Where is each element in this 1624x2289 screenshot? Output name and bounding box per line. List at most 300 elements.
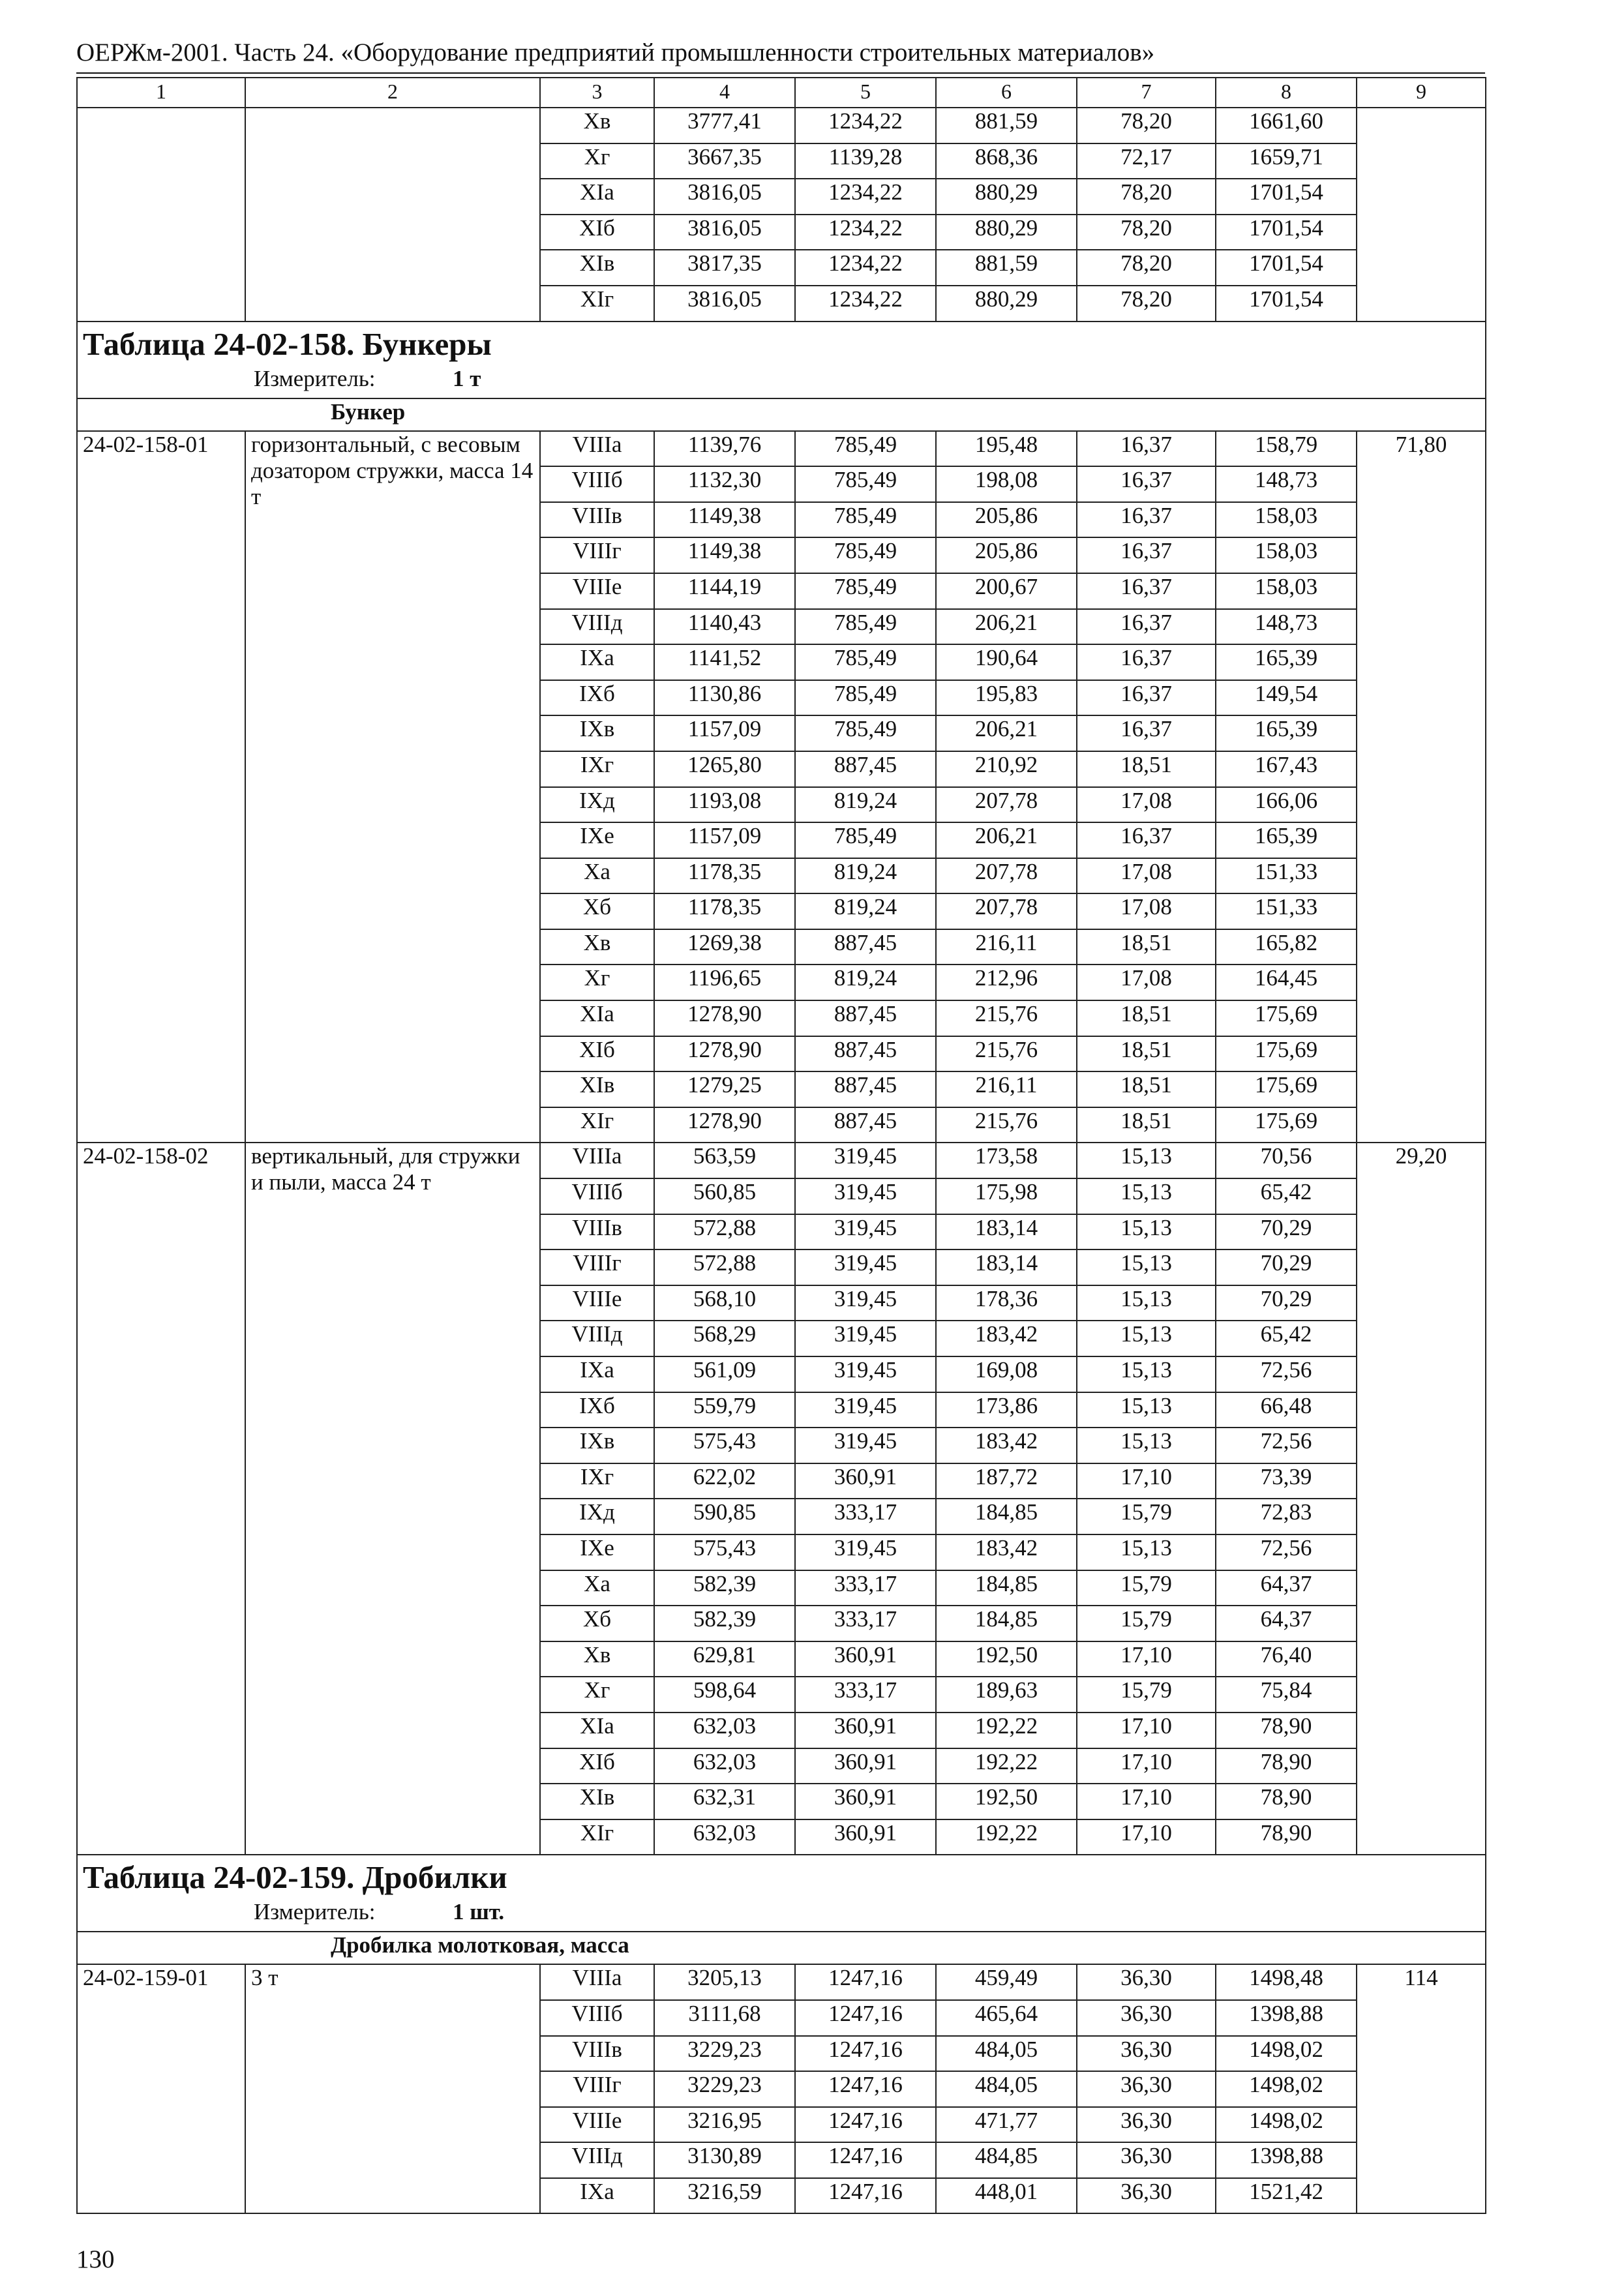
column-4-cell: 582,39: [654, 1570, 795, 1606]
column-7-cell: 17,08: [1077, 858, 1216, 894]
column-4-cell: 561,09: [654, 1356, 795, 1392]
column-5-cell: 1234,22: [795, 286, 936, 322]
column-4-cell: 3816,05: [654, 215, 795, 250]
column-3-cell: Xв: [540, 108, 654, 143]
column-4-cell: 568,29: [654, 1321, 795, 1356]
column-3-cell: VIIIa: [540, 1143, 654, 1178]
column-6-cell: 187,72: [936, 1463, 1077, 1499]
column-8-cell: 72,56: [1216, 1534, 1357, 1570]
column-5-cell: 887,45: [795, 1107, 936, 1143]
column-number-cell: 7: [1077, 78, 1216, 108]
column-5-cell: 1234,22: [795, 108, 936, 143]
table-row: [77, 250, 1486, 286]
page-header: ОЕРЖм-2001. Часть 24. «Оборудование предприятий промышленности строительных материалов»: [76, 38, 1155, 67]
column-3-cell: XIб: [540, 1036, 654, 1072]
column-5-cell: 1247,16: [795, 2071, 936, 2107]
column-5-cell: 1247,16: [795, 2142, 936, 2178]
section-heading: Бункер: [77, 398, 1486, 431]
column-3-cell: XIв: [540, 250, 654, 286]
column-4-cell: 560,85: [654, 1178, 795, 1214]
column-7-cell: 16,37: [1077, 466, 1216, 502]
table-body: [77, 78, 1486, 2213]
column-6-cell: 868,36: [936, 143, 1077, 179]
column-3-cell: IXв: [540, 1428, 654, 1463]
table-title-row: [77, 1855, 1486, 1932]
column-8-cell: 149,54: [1216, 680, 1357, 716]
column-8-cell: 165,39: [1216, 644, 1357, 680]
column-8-cell: 1498,48: [1216, 1964, 1357, 2000]
column-number-row: [77, 78, 1486, 108]
column-6-cell: 200,67: [936, 573, 1077, 609]
unit-line: [83, 1897, 1480, 1927]
column-5-cell: 319,45: [795, 1428, 936, 1463]
column-5-cell: 360,91: [795, 1641, 936, 1677]
column-5-cell: 360,91: [795, 1713, 936, 1748]
column-7-cell: 36,30: [1077, 2178, 1216, 2214]
column-8-cell: 164,45: [1216, 965, 1357, 1000]
column-7-cell: 16,37: [1077, 431, 1216, 467]
column-7-cell: 17,10: [1077, 1713, 1216, 1748]
column-3-cell: VIIIe: [540, 1285, 654, 1321]
column-3-cell: VIIIб: [540, 2000, 654, 2036]
description-cell: [245, 250, 540, 286]
column-3-cell: VIIIг: [540, 2071, 654, 2107]
column-8-cell: 165,82: [1216, 929, 1357, 965]
column-7-cell: 18,51: [1077, 1107, 1216, 1143]
column-4-cell: 1157,09: [654, 715, 795, 751]
column-4-cell: 582,39: [654, 1606, 795, 1641]
column-6-cell: 183,42: [936, 1428, 1077, 1463]
column-6-cell: 207,78: [936, 787, 1077, 823]
column-7-cell: 36,30: [1077, 1964, 1216, 2000]
column-4-cell: 1149,38: [654, 502, 795, 538]
column-4-cell: 3667,35: [654, 143, 795, 179]
unit-value: 1 т: [453, 365, 481, 391]
table-title-row: [77, 322, 1486, 398]
column-5-cell: 333,17: [795, 1499, 936, 1534]
column-7-cell: 17,08: [1077, 965, 1216, 1000]
column-6-cell: 184,85: [936, 1570, 1077, 1606]
description-cell: горизонтальный, с весовым дозатором стружки, масса 14 т: [245, 431, 540, 1143]
column-8-cell: 151,33: [1216, 893, 1357, 929]
column-8-cell: 66,48: [1216, 1392, 1357, 1428]
column-5-cell: 785,49: [795, 466, 936, 502]
code-cell: 24-02-158-02: [77, 1143, 245, 1855]
column-9-cell: 71,80: [1357, 431, 1486, 1143]
column-number-cell: 5: [795, 78, 936, 108]
column-3-cell: IXг: [540, 751, 654, 787]
column-6-cell: 192,22: [936, 1748, 1077, 1784]
section-row: [77, 398, 1486, 431]
column-5-cell: 319,45: [795, 1249, 936, 1285]
column-3-cell: VIIIв: [540, 1214, 654, 1250]
column-3-cell: IXa: [540, 644, 654, 680]
column-3-cell: IXд: [540, 1499, 654, 1534]
column-8-cell: 1498,02: [1216, 2036, 1357, 2072]
column-8-cell: 158,03: [1216, 537, 1357, 573]
code-cell: [77, 108, 245, 143]
column-7-cell: 16,37: [1077, 502, 1216, 538]
column-5-cell: 819,24: [795, 965, 936, 1000]
column-4-cell: 3777,41: [654, 108, 795, 143]
column-3-cell: VIIIд: [540, 609, 654, 645]
column-8-cell: 72,83: [1216, 1499, 1357, 1534]
column-7-cell: 18,51: [1077, 929, 1216, 965]
column-7-cell: 15,79: [1077, 1677, 1216, 1713]
column-7-cell: 78,20: [1077, 179, 1216, 215]
column-number-cell: 1: [77, 78, 245, 108]
column-6-cell: 459,49: [936, 1964, 1077, 2000]
description-cell: [245, 108, 540, 143]
column-3-cell: XIб: [540, 215, 654, 250]
column-9-cell: [1357, 286, 1486, 322]
column-3-cell: Xв: [540, 1641, 654, 1677]
column-8-cell: 1498,02: [1216, 2071, 1357, 2107]
column-6-cell: 195,83: [936, 680, 1077, 716]
column-6-cell: 192,22: [936, 1713, 1077, 1748]
code-cell: [77, 143, 245, 179]
column-6-cell: 206,21: [936, 609, 1077, 645]
column-3-cell: VIIIв: [540, 502, 654, 538]
column-4-cell: 3816,05: [654, 286, 795, 322]
column-5-cell: 819,24: [795, 787, 936, 823]
column-9-cell: [1357, 179, 1486, 215]
column-7-cell: 17,10: [1077, 1748, 1216, 1784]
column-5-cell: 1247,16: [795, 2000, 936, 2036]
column-8-cell: 1398,88: [1216, 2000, 1357, 2036]
column-3-cell: Xб: [540, 1606, 654, 1641]
column-number-cell: 9: [1357, 78, 1486, 108]
column-6-cell: 215,76: [936, 1000, 1077, 1036]
column-4-cell: 1278,90: [654, 1036, 795, 1072]
column-4-cell: 575,43: [654, 1534, 795, 1570]
column-6-cell: 173,86: [936, 1392, 1077, 1428]
column-4-cell: 1269,38: [654, 929, 795, 965]
unit-line: [83, 364, 1480, 394]
column-number-cell: 2: [245, 78, 540, 108]
unit-label: Измеритель:: [254, 365, 376, 391]
column-8-cell: 1701,54: [1216, 286, 1357, 322]
column-6-cell: 216,11: [936, 1071, 1077, 1107]
column-6-cell: 195,48: [936, 431, 1077, 467]
column-5-cell: 785,49: [795, 573, 936, 609]
column-6-cell: 880,29: [936, 179, 1077, 215]
column-4-cell: 1265,80: [654, 751, 795, 787]
column-8-cell: 158,03: [1216, 573, 1357, 609]
column-8-cell: 64,37: [1216, 1570, 1357, 1606]
column-8-cell: 175,69: [1216, 1107, 1357, 1143]
column-4-cell: 1178,35: [654, 893, 795, 929]
column-5-cell: 1247,16: [795, 2036, 936, 2072]
column-5-cell: 887,45: [795, 751, 936, 787]
column-6-cell: 465,64: [936, 2000, 1077, 2036]
column-5-cell: 333,17: [795, 1677, 936, 1713]
column-7-cell: 16,37: [1077, 573, 1216, 609]
column-4-cell: 590,85: [654, 1499, 795, 1534]
column-4-cell: 3216,95: [654, 2107, 795, 2143]
column-8-cell: 70,29: [1216, 1249, 1357, 1285]
column-5-cell: 319,45: [795, 1356, 936, 1392]
column-7-cell: 78,20: [1077, 215, 1216, 250]
column-3-cell: IXг: [540, 1463, 654, 1499]
column-3-cell: Xг: [540, 143, 654, 179]
column-7-cell: 15,13: [1077, 1285, 1216, 1321]
column-5-cell: 785,49: [795, 502, 936, 538]
column-8-cell: 73,39: [1216, 1463, 1357, 1499]
column-9-cell: [1357, 108, 1486, 143]
column-4-cell: 1149,38: [654, 537, 795, 573]
column-6-cell: 169,08: [936, 1356, 1077, 1392]
column-7-cell: 16,37: [1077, 680, 1216, 716]
column-3-cell: VIIIe: [540, 573, 654, 609]
column-6-cell: 192,50: [936, 1641, 1077, 1677]
column-3-cell: XIв: [540, 1784, 654, 1819]
column-5-cell: 1247,16: [795, 2178, 936, 2214]
column-4-cell: 632,31: [654, 1784, 795, 1819]
column-5-cell: 360,91: [795, 1463, 936, 1499]
column-8-cell: 72,56: [1216, 1356, 1357, 1392]
column-7-cell: 15,79: [1077, 1499, 1216, 1534]
column-5-cell: 887,45: [795, 1000, 936, 1036]
column-3-cell: VIIIд: [540, 2142, 654, 2178]
column-5-cell: 1247,16: [795, 2107, 936, 2143]
column-3-cell: Xa: [540, 1570, 654, 1606]
code-cell: [77, 215, 245, 250]
column-3-cell: XIa: [540, 1713, 654, 1748]
column-3-cell: IXв: [540, 715, 654, 751]
column-3-cell: XIг: [540, 286, 654, 322]
column-6-cell: 216,11: [936, 929, 1077, 965]
column-6-cell: 184,85: [936, 1606, 1077, 1641]
column-6-cell: 448,01: [936, 2178, 1077, 2214]
column-8-cell: 166,06: [1216, 787, 1357, 823]
code-cell: 24-02-158-01: [77, 431, 245, 1143]
column-7-cell: 15,13: [1077, 1214, 1216, 1250]
column-4-cell: 575,43: [654, 1428, 795, 1463]
column-6-cell: 192,50: [936, 1784, 1077, 1819]
column-7-cell: 18,51: [1077, 751, 1216, 787]
column-7-cell: 36,30: [1077, 2000, 1216, 2036]
column-9-cell: [1357, 215, 1486, 250]
column-8-cell: 148,73: [1216, 609, 1357, 645]
column-3-cell: XIa: [540, 179, 654, 215]
column-7-cell: 36,30: [1077, 2142, 1216, 2178]
column-4-cell: 1139,76: [654, 431, 795, 467]
column-5-cell: 785,49: [795, 822, 936, 858]
code-cell: [77, 179, 245, 215]
column-6-cell: 484,05: [936, 2036, 1077, 2072]
column-6-cell: 183,42: [936, 1534, 1077, 1570]
column-3-cell: IXe: [540, 1534, 654, 1570]
column-6-cell: 207,78: [936, 893, 1077, 929]
column-6-cell: 184,85: [936, 1499, 1077, 1534]
column-7-cell: 72,17: [1077, 143, 1216, 179]
column-3-cell: VIIIa: [540, 1964, 654, 2000]
column-5-cell: 319,45: [795, 1214, 936, 1250]
column-3-cell: VIIIa: [540, 431, 654, 467]
column-8-cell: 78,90: [1216, 1819, 1357, 1855]
code-cell: 24-02-159-01: [77, 1964, 245, 2213]
column-8-cell: 175,69: [1216, 1000, 1357, 1036]
column-5-cell: 819,24: [795, 858, 936, 894]
unit-value: 1 шт.: [453, 1899, 505, 1925]
column-5-cell: 319,45: [795, 1321, 936, 1356]
column-5-cell: 360,91: [795, 1784, 936, 1819]
table-title: Таблица 24-02-159. Дробилки: [83, 1859, 507, 1896]
column-7-cell: 16,37: [1077, 609, 1216, 645]
column-7-cell: 18,51: [1077, 1071, 1216, 1107]
section-heading: Дробилка молотковая, масса: [77, 1932, 1486, 1964]
column-6-cell: 183,42: [936, 1321, 1077, 1356]
column-8-cell: 1398,88: [1216, 2142, 1357, 2178]
column-8-cell: 158,03: [1216, 502, 1357, 538]
column-4-cell: 1157,09: [654, 822, 795, 858]
column-7-cell: 16,37: [1077, 644, 1216, 680]
column-8-cell: 165,39: [1216, 715, 1357, 751]
column-3-cell: VIIIб: [540, 1178, 654, 1214]
column-3-cell: XIб: [540, 1748, 654, 1784]
column-6-cell: 183,14: [936, 1249, 1077, 1285]
column-5-cell: 319,45: [795, 1285, 936, 1321]
column-8-cell: 167,43: [1216, 751, 1357, 787]
column-7-cell: 15,13: [1077, 1321, 1216, 1356]
column-4-cell: 622,02: [654, 1463, 795, 1499]
column-5-cell: 360,91: [795, 1748, 936, 1784]
column-4-cell: 1279,25: [654, 1071, 795, 1107]
column-number-cell: 8: [1216, 78, 1357, 108]
column-3-cell: IXд: [540, 787, 654, 823]
column-5-cell: 785,49: [795, 609, 936, 645]
column-6-cell: 206,21: [936, 715, 1077, 751]
column-5-cell: 319,45: [795, 1534, 936, 1570]
column-6-cell: 880,29: [936, 286, 1077, 322]
column-6-cell: 881,59: [936, 108, 1077, 143]
column-5-cell: 333,17: [795, 1606, 936, 1641]
column-6-cell: 881,59: [936, 250, 1077, 286]
column-5-cell: 819,24: [795, 893, 936, 929]
column-7-cell: 78,20: [1077, 250, 1216, 286]
column-4-cell: 632,03: [654, 1713, 795, 1748]
column-6-cell: 210,92: [936, 751, 1077, 787]
column-4-cell: 632,03: [654, 1819, 795, 1855]
column-3-cell: IXa: [540, 2178, 654, 2214]
description-cell: вертикальный, для стружки и пыли, масса 24 т: [245, 1143, 540, 1855]
code-cell: [77, 250, 245, 286]
header-rule: [76, 72, 1485, 74]
column-number-cell: 3: [540, 78, 654, 108]
column-6-cell: 198,08: [936, 466, 1077, 502]
column-7-cell: 15,13: [1077, 1428, 1216, 1463]
column-4-cell: 3229,23: [654, 2071, 795, 2107]
column-4-cell: 629,81: [654, 1641, 795, 1677]
table-row: [77, 1143, 1486, 1178]
column-6-cell: 192,22: [936, 1819, 1077, 1855]
column-3-cell: Xб: [540, 893, 654, 929]
column-5-cell: 1139,28: [795, 143, 936, 179]
column-3-cell: XIг: [540, 1819, 654, 1855]
column-7-cell: 18,51: [1077, 1036, 1216, 1072]
column-8-cell: 70,29: [1216, 1214, 1357, 1250]
column-6-cell: 205,86: [936, 502, 1077, 538]
table-row: [77, 215, 1486, 250]
column-6-cell: 212,96: [936, 965, 1077, 1000]
column-7-cell: 17,08: [1077, 893, 1216, 929]
column-8-cell: 165,39: [1216, 822, 1357, 858]
column-8-cell: 1498,02: [1216, 2107, 1357, 2143]
column-3-cell: Xa: [540, 858, 654, 894]
column-4-cell: 598,64: [654, 1677, 795, 1713]
column-5-cell: 1247,16: [795, 1964, 936, 2000]
column-8-cell: 76,40: [1216, 1641, 1357, 1677]
column-5-cell: 1234,22: [795, 215, 936, 250]
column-5-cell: 785,49: [795, 644, 936, 680]
code-cell: [77, 286, 245, 322]
column-6-cell: 215,76: [936, 1036, 1077, 1072]
column-3-cell: XIв: [540, 1071, 654, 1107]
column-7-cell: 15,13: [1077, 1143, 1216, 1178]
table-title: Таблица 24-02-158. Бункеры: [83, 325, 492, 362]
column-7-cell: 15,13: [1077, 1392, 1216, 1428]
rates-table: [76, 77, 1486, 2214]
column-9-cell: [1357, 143, 1486, 179]
column-7-cell: 15,13: [1077, 1249, 1216, 1285]
column-5-cell: 319,45: [795, 1143, 936, 1178]
column-7-cell: 36,30: [1077, 2036, 1216, 2072]
column-4-cell: 3216,59: [654, 2178, 795, 2214]
column-5-cell: 887,45: [795, 1071, 936, 1107]
column-7-cell: 78,20: [1077, 286, 1216, 322]
column-6-cell: 215,76: [936, 1107, 1077, 1143]
column-8-cell: 1521,42: [1216, 2178, 1357, 2214]
column-3-cell: IXб: [540, 680, 654, 716]
column-3-cell: VIIIд: [540, 1321, 654, 1356]
column-number-cell: 4: [654, 78, 795, 108]
column-8-cell: 151,33: [1216, 858, 1357, 894]
column-4-cell: 1141,52: [654, 644, 795, 680]
column-6-cell: 471,77: [936, 2107, 1077, 2143]
column-5-cell: 785,49: [795, 680, 936, 716]
column-4-cell: 3130,89: [654, 2142, 795, 2178]
column-7-cell: 17,08: [1077, 787, 1216, 823]
column-4-cell: 3817,35: [654, 250, 795, 286]
column-9-cell: [1357, 250, 1486, 286]
column-8-cell: 148,73: [1216, 466, 1357, 502]
column-3-cell: Xг: [540, 965, 654, 1000]
column-3-cell: VIIIв: [540, 2036, 654, 2072]
column-4-cell: 572,88: [654, 1214, 795, 1250]
description-cell: [245, 286, 540, 322]
column-3-cell: XIг: [540, 1107, 654, 1143]
column-4-cell: 1278,90: [654, 1107, 795, 1143]
column-8-cell: 72,56: [1216, 1428, 1357, 1463]
column-4-cell: 3205,13: [654, 1964, 795, 2000]
column-7-cell: 15,13: [1077, 1178, 1216, 1214]
column-5-cell: 1234,22: [795, 250, 936, 286]
column-5-cell: 887,45: [795, 929, 936, 965]
column-7-cell: 17,10: [1077, 1641, 1216, 1677]
column-3-cell: IXe: [540, 822, 654, 858]
column-5-cell: 1234,22: [795, 179, 936, 215]
column-6-cell: 183,14: [936, 1214, 1077, 1250]
column-5-cell: 360,91: [795, 1819, 936, 1855]
column-5-cell: 785,49: [795, 715, 936, 751]
column-4-cell: 1178,35: [654, 858, 795, 894]
column-6-cell: 173,58: [936, 1143, 1077, 1178]
column-4-cell: 1278,90: [654, 1000, 795, 1036]
column-6-cell: 205,86: [936, 537, 1077, 573]
column-8-cell: 64,37: [1216, 1606, 1357, 1641]
column-5-cell: 319,45: [795, 1178, 936, 1214]
